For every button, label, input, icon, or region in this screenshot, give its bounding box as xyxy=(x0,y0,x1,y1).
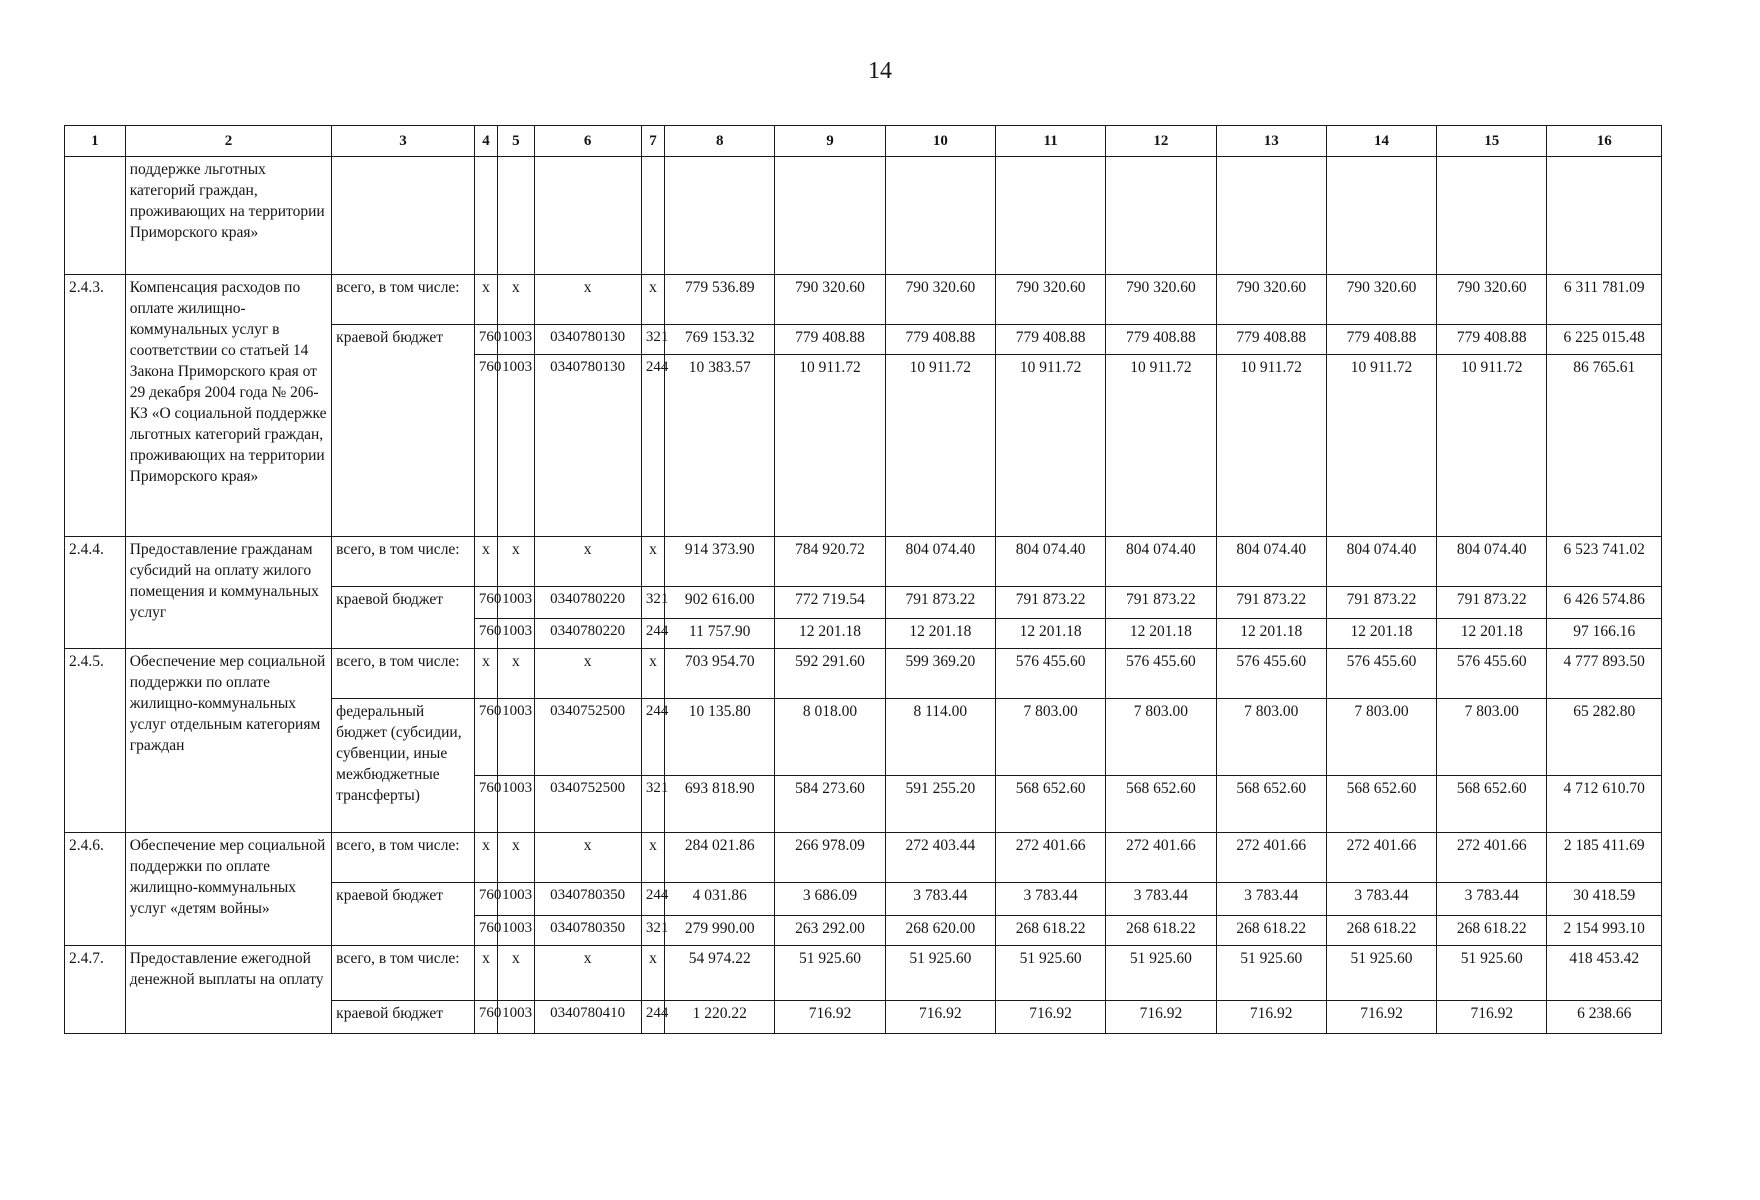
funding-source: всего, в том числе: xyxy=(332,537,475,587)
code-c6: x xyxy=(534,946,641,1001)
amount-cell: 10 911.72 xyxy=(775,355,885,537)
budget-code-c4: 760 xyxy=(474,619,497,649)
amount-cell: 568 652.60 xyxy=(995,776,1105,833)
code-c4: x xyxy=(474,275,497,325)
amount-cell: 272 401.66 xyxy=(995,833,1105,883)
amount-cell: 779 408.88 xyxy=(1437,325,1547,355)
amount-cell: 97 166.16 xyxy=(1547,619,1662,649)
item-total-row xyxy=(65,537,1662,587)
amount-cell: 51 925.60 xyxy=(995,946,1105,1001)
column-header-16: 16 xyxy=(1547,126,1662,157)
amount-cell: 6 225 015.48 xyxy=(1547,325,1662,355)
amount-cell: 791 873.22 xyxy=(885,587,995,619)
amount-cell: 51 925.60 xyxy=(775,946,885,1001)
item-description: Обеспечение мер социальной поддержки по оплате жилищно-коммунальных услуг «детям войны» xyxy=(125,833,331,946)
amount-cell: 791 873.22 xyxy=(995,587,1105,619)
funding-source: краевой бюджет xyxy=(332,883,475,946)
budget-code-c6: 0340780350 xyxy=(534,916,641,946)
budget-code-c6: 0340780220 xyxy=(534,619,641,649)
amount-cell: 804 074.40 xyxy=(1437,537,1547,587)
code-c4: x xyxy=(474,833,497,883)
budget-code-c4: 760 xyxy=(474,355,497,537)
budget-code-c6: 0340780350 xyxy=(534,883,641,916)
amount-cell: 51 925.60 xyxy=(1216,946,1326,1001)
amount-cell: 3 783.44 xyxy=(1106,883,1216,916)
budget-code-c6: 0340780130 xyxy=(534,325,641,355)
amount-cell: 2 154 993.10 xyxy=(1547,916,1662,946)
budget-code-c7: 321 xyxy=(641,325,664,355)
budget-code-c7: 321 xyxy=(641,776,664,833)
amount-cell: 576 455.60 xyxy=(995,649,1105,699)
amount-cell: 7 803.00 xyxy=(995,699,1105,776)
code-c6: x xyxy=(534,649,641,699)
amount-cell: 3 783.44 xyxy=(1437,883,1547,916)
amount-cell: 8 018.00 xyxy=(775,699,885,776)
amount-cell: 1 220.22 xyxy=(665,1001,775,1034)
code-c6: x xyxy=(534,537,641,587)
amount-cell: 779 408.88 xyxy=(885,325,995,355)
amount-cell: 716.92 xyxy=(1216,1001,1326,1034)
amount-cell: 10 383.57 xyxy=(665,355,775,537)
row-number: 2.4.5. xyxy=(65,649,126,833)
funding-source: краевой бюджет xyxy=(332,325,475,537)
column-header-3: 3 xyxy=(332,126,475,157)
row-number xyxy=(65,157,126,275)
column-header-8: 8 xyxy=(665,126,775,157)
code-c4: x xyxy=(474,649,497,699)
amount-cell: 790 320.60 xyxy=(1437,275,1547,325)
code-c5: x xyxy=(498,537,534,587)
budget-code-c5: 1003 xyxy=(498,883,534,916)
item-description: Обеспечение мер социальной поддержки по оплате жилищно-коммунальных услуг отдельным категориям граждан xyxy=(125,649,331,833)
amount-cell: 576 455.60 xyxy=(1437,649,1547,699)
budget-code-c4: 760 xyxy=(474,1001,497,1034)
amount-cell: 779 408.88 xyxy=(1326,325,1436,355)
amount-cell: 3 783.44 xyxy=(995,883,1105,916)
column-header-14: 14 xyxy=(1326,126,1436,157)
amount-cell: 576 455.60 xyxy=(1326,649,1436,699)
amount-cell: 716.92 xyxy=(885,1001,995,1034)
item-description: Предоставление гражданам субсидий на оплату жилого помещения и коммунальных услуг xyxy=(125,537,331,649)
amount-cell: 790 320.60 xyxy=(1216,275,1326,325)
budget-code-c7: 321 xyxy=(641,916,664,946)
continuation-row xyxy=(65,157,1662,275)
column-header-13: 13 xyxy=(1216,126,1326,157)
row-number: 2.4.7. xyxy=(65,946,126,1034)
amount-cell: 3 686.09 xyxy=(775,883,885,916)
budget-code-c6: 0340780410 xyxy=(534,1001,641,1034)
amount-cell: 268 618.22 xyxy=(1216,916,1326,946)
amount-cell: 716.92 xyxy=(1437,1001,1547,1034)
code-c6: x xyxy=(534,833,641,883)
column-header-12: 12 xyxy=(1106,126,1216,157)
amount-cell: 10 911.72 xyxy=(995,355,1105,537)
budget-code-c5: 1003 xyxy=(498,619,534,649)
budget-code-c6: 0340780220 xyxy=(534,587,641,619)
amount-cell: 12 201.18 xyxy=(1216,619,1326,649)
amount-cell: 568 652.60 xyxy=(1437,776,1547,833)
code-c5: x xyxy=(498,946,534,1001)
item-description: Компенсация расходов по оплате жилищно-коммунальных услуг в соответствии со статьей 14 Закона Приморского края от 29 декабря 2004 года № 206-КЗ «О социальной поддержке льготных категорий граждан, проживающих на территории Приморского края» xyxy=(125,275,331,537)
budget-code-c6: 0340752500 xyxy=(534,699,641,776)
column-header-15: 15 xyxy=(1437,126,1547,157)
budget-code-c4: 760 xyxy=(474,916,497,946)
amount-cell: 12 201.18 xyxy=(1326,619,1436,649)
column-header-1: 1 xyxy=(65,126,126,157)
amount-cell: 51 925.60 xyxy=(885,946,995,1001)
budget-code-c7: 244 xyxy=(641,619,664,649)
item-total-row xyxy=(65,649,1662,699)
amount-cell: 268 618.22 xyxy=(1326,916,1436,946)
budget-code-c4: 760 xyxy=(474,883,497,916)
code-c7: x xyxy=(641,833,664,883)
amount-cell: 779 408.88 xyxy=(995,325,1105,355)
column-header-9: 9 xyxy=(775,126,885,157)
amount-cell: 7 803.00 xyxy=(1216,699,1326,776)
item-description: поддержке льготных категорий граждан, проживающих на территории Приморского края» xyxy=(125,157,331,275)
amount-cell: 8 114.00 xyxy=(885,699,995,776)
amount-cell: 418 453.42 xyxy=(1547,946,1662,1001)
funding-source: краевой бюджет xyxy=(332,587,475,649)
row-number: 2.4.3. xyxy=(65,275,126,537)
budget-code-c5: 1003 xyxy=(498,587,534,619)
amount-cell: 51 925.60 xyxy=(1106,946,1216,1001)
code-c4: x xyxy=(474,537,497,587)
item-total-row xyxy=(65,275,1662,325)
amount-cell: 7 803.00 xyxy=(1326,699,1436,776)
amount-cell: 268 618.22 xyxy=(1106,916,1216,946)
amount-cell: 790 320.60 xyxy=(1326,275,1436,325)
amount-cell: 11 757.90 xyxy=(665,619,775,649)
amount-cell: 804 074.40 xyxy=(995,537,1105,587)
amount-cell: 804 074.40 xyxy=(1326,537,1436,587)
amount-cell: 779 408.88 xyxy=(1106,325,1216,355)
amount-cell: 51 925.60 xyxy=(1326,946,1436,1001)
amount-cell: 30 418.59 xyxy=(1547,883,1662,916)
row-number: 2.4.4. xyxy=(65,537,126,649)
amount-cell: 272 401.66 xyxy=(1216,833,1326,883)
budget-code-c7: 244 xyxy=(641,699,664,776)
amount-cell: 10 911.72 xyxy=(1326,355,1436,537)
amount-cell: 568 652.60 xyxy=(1216,776,1326,833)
budget-code-c7: 244 xyxy=(641,355,664,537)
code-c7: x xyxy=(641,537,664,587)
amount-cell: 779 408.88 xyxy=(1216,325,1326,355)
amount-cell: 268 620.00 xyxy=(885,916,995,946)
budget-code-c5: 1003 xyxy=(498,325,534,355)
funding-source: всего, в том числе: xyxy=(332,275,475,325)
amount-cell: 576 455.60 xyxy=(1106,649,1216,699)
amount-cell: 804 074.40 xyxy=(1216,537,1326,587)
amount-cell: 10 911.72 xyxy=(885,355,995,537)
row-number: 2.4.6. xyxy=(65,833,126,946)
amount-cell: 791 873.22 xyxy=(1437,587,1547,619)
amount-cell: 65 282.80 xyxy=(1547,699,1662,776)
amount-cell: 791 873.22 xyxy=(1216,587,1326,619)
amount-cell: 599 369.20 xyxy=(885,649,995,699)
amount-cell: 284 021.86 xyxy=(665,833,775,883)
amount-cell: 268 618.22 xyxy=(995,916,1105,946)
budget-code-c7: 244 xyxy=(641,1001,664,1034)
code-c5: x xyxy=(498,275,534,325)
amount-cell: 12 201.18 xyxy=(1437,619,1547,649)
amount-cell: 790 320.60 xyxy=(775,275,885,325)
amount-cell: 804 074.40 xyxy=(885,537,995,587)
amount-cell: 279 990.00 xyxy=(665,916,775,946)
amount-cell: 12 201.18 xyxy=(885,619,995,649)
amount-cell: 790 320.60 xyxy=(885,275,995,325)
amount-cell: 591 255.20 xyxy=(885,776,995,833)
amount-cell: 6 238.66 xyxy=(1547,1001,1662,1034)
amount-cell: 784 920.72 xyxy=(775,537,885,587)
code-c6: x xyxy=(534,275,641,325)
amount-cell: 10 911.72 xyxy=(1106,355,1216,537)
amount-cell: 7 803.00 xyxy=(1437,699,1547,776)
amount-cell: 272 401.66 xyxy=(1326,833,1436,883)
column-header-6: 6 xyxy=(534,126,641,157)
column-header-4: 4 xyxy=(474,126,497,157)
amount-cell: 10 911.72 xyxy=(1437,355,1547,537)
amount-cell: 576 455.60 xyxy=(1216,649,1326,699)
amount-cell: 772 719.54 xyxy=(775,587,885,619)
column-header-2: 2 xyxy=(125,126,331,157)
amount-cell: 791 873.22 xyxy=(1326,587,1436,619)
amount-cell: 272 403.44 xyxy=(885,833,995,883)
funding-source: всего, в том числе: xyxy=(332,833,475,883)
column-header-7: 7 xyxy=(641,126,664,157)
amount-cell: 12 201.18 xyxy=(775,619,885,649)
budget-code-c6: 0340752500 xyxy=(534,776,641,833)
code-c5: x xyxy=(498,649,534,699)
budget-table xyxy=(64,125,1662,1034)
code-c4: x xyxy=(474,946,497,1001)
code-c7: x xyxy=(641,649,664,699)
funding-source: всего, в том числе: xyxy=(332,946,475,1001)
funding-source: краевой бюджет xyxy=(332,1001,475,1034)
amount-cell: 3 783.44 xyxy=(1216,883,1326,916)
amount-cell: 4 777 893.50 xyxy=(1547,649,1662,699)
amount-cell: 268 618.22 xyxy=(1437,916,1547,946)
budget-code-c5: 1003 xyxy=(498,776,534,833)
item-total-row xyxy=(65,833,1662,883)
budget-code-c5: 1003 xyxy=(498,355,534,537)
budget-code-c5: 1003 xyxy=(498,1001,534,1034)
budget-code-c4: 760 xyxy=(474,587,497,619)
page-number: 14 xyxy=(868,58,892,84)
budget-code-c5: 1003 xyxy=(498,916,534,946)
column-header-5: 5 xyxy=(498,126,534,157)
amount-cell: 6 523 741.02 xyxy=(1547,537,1662,587)
amount-cell: 4 031.86 xyxy=(665,883,775,916)
amount-cell: 7 803.00 xyxy=(1106,699,1216,776)
amount-cell: 592 291.60 xyxy=(775,649,885,699)
header-row xyxy=(65,126,1662,157)
budget-code-c4: 760 xyxy=(474,325,497,355)
budget-code-c4: 760 xyxy=(474,699,497,776)
amount-cell: 4 712 610.70 xyxy=(1547,776,1662,833)
code-c5: x xyxy=(498,833,534,883)
amount-cell: 12 201.18 xyxy=(1106,619,1216,649)
amount-cell: 6 311 781.09 xyxy=(1547,275,1662,325)
budget-code-c7: 321 xyxy=(641,587,664,619)
code-c7: x xyxy=(641,275,664,325)
amount-cell: 272 401.66 xyxy=(1106,833,1216,883)
column-header-11: 11 xyxy=(995,126,1105,157)
amount-cell: 779 408.88 xyxy=(775,325,885,355)
amount-cell: 10 911.72 xyxy=(1216,355,1326,537)
amount-cell: 263 292.00 xyxy=(775,916,885,946)
amount-cell: 790 320.60 xyxy=(995,275,1105,325)
budget-code-c4: 760 xyxy=(474,776,497,833)
funding-source: всего, в том числе: xyxy=(332,649,475,699)
budget-code-c5: 1003 xyxy=(498,699,534,776)
column-header-10: 10 xyxy=(885,126,995,157)
amount-cell: 86 765.61 xyxy=(1547,355,1662,537)
amount-cell: 703 954.70 xyxy=(665,649,775,699)
amount-cell: 716.92 xyxy=(775,1001,885,1034)
amount-cell: 902 616.00 xyxy=(665,587,775,619)
item-description: Предоставление ежегодной денежной выплаты на оплату xyxy=(125,946,331,1034)
amount-cell: 791 873.22 xyxy=(1106,587,1216,619)
amount-cell: 804 074.40 xyxy=(1106,537,1216,587)
amount-cell: 716.92 xyxy=(995,1001,1105,1034)
amount-cell: 54 974.22 xyxy=(665,946,775,1001)
amount-cell: 3 783.44 xyxy=(885,883,995,916)
amount-cell: 568 652.60 xyxy=(1106,776,1216,833)
item-total-row xyxy=(65,946,1662,1001)
amount-cell: 769 153.32 xyxy=(665,325,775,355)
amount-cell: 779 536.89 xyxy=(665,275,775,325)
amount-cell: 716.92 xyxy=(1106,1001,1216,1034)
amount-cell: 2 185 411.69 xyxy=(1547,833,1662,883)
amount-cell: 51 925.60 xyxy=(1437,946,1547,1001)
amount-cell: 790 320.60 xyxy=(1106,275,1216,325)
amount-cell: 568 652.60 xyxy=(1326,776,1436,833)
amount-cell: 272 401.66 xyxy=(1437,833,1547,883)
amount-cell: 266 978.09 xyxy=(775,833,885,883)
budget-code-c6: 0340780130 xyxy=(534,355,641,537)
code-c7: x xyxy=(641,946,664,1001)
amount-cell: 716.92 xyxy=(1326,1001,1436,1034)
amount-cell: 914 373.90 xyxy=(665,537,775,587)
amount-cell: 6 426 574.86 xyxy=(1547,587,1662,619)
amount-cell: 693 818.90 xyxy=(665,776,775,833)
amount-cell: 12 201.18 xyxy=(995,619,1105,649)
amount-cell: 3 783.44 xyxy=(1326,883,1436,916)
funding-source: федеральный бюджет (субсидии, субвенции, иные межбюджетные трансферты) xyxy=(332,699,475,833)
budget-code-c7: 244 xyxy=(641,883,664,916)
amount-cell: 584 273.60 xyxy=(775,776,885,833)
amount-cell: 10 135.80 xyxy=(665,699,775,776)
